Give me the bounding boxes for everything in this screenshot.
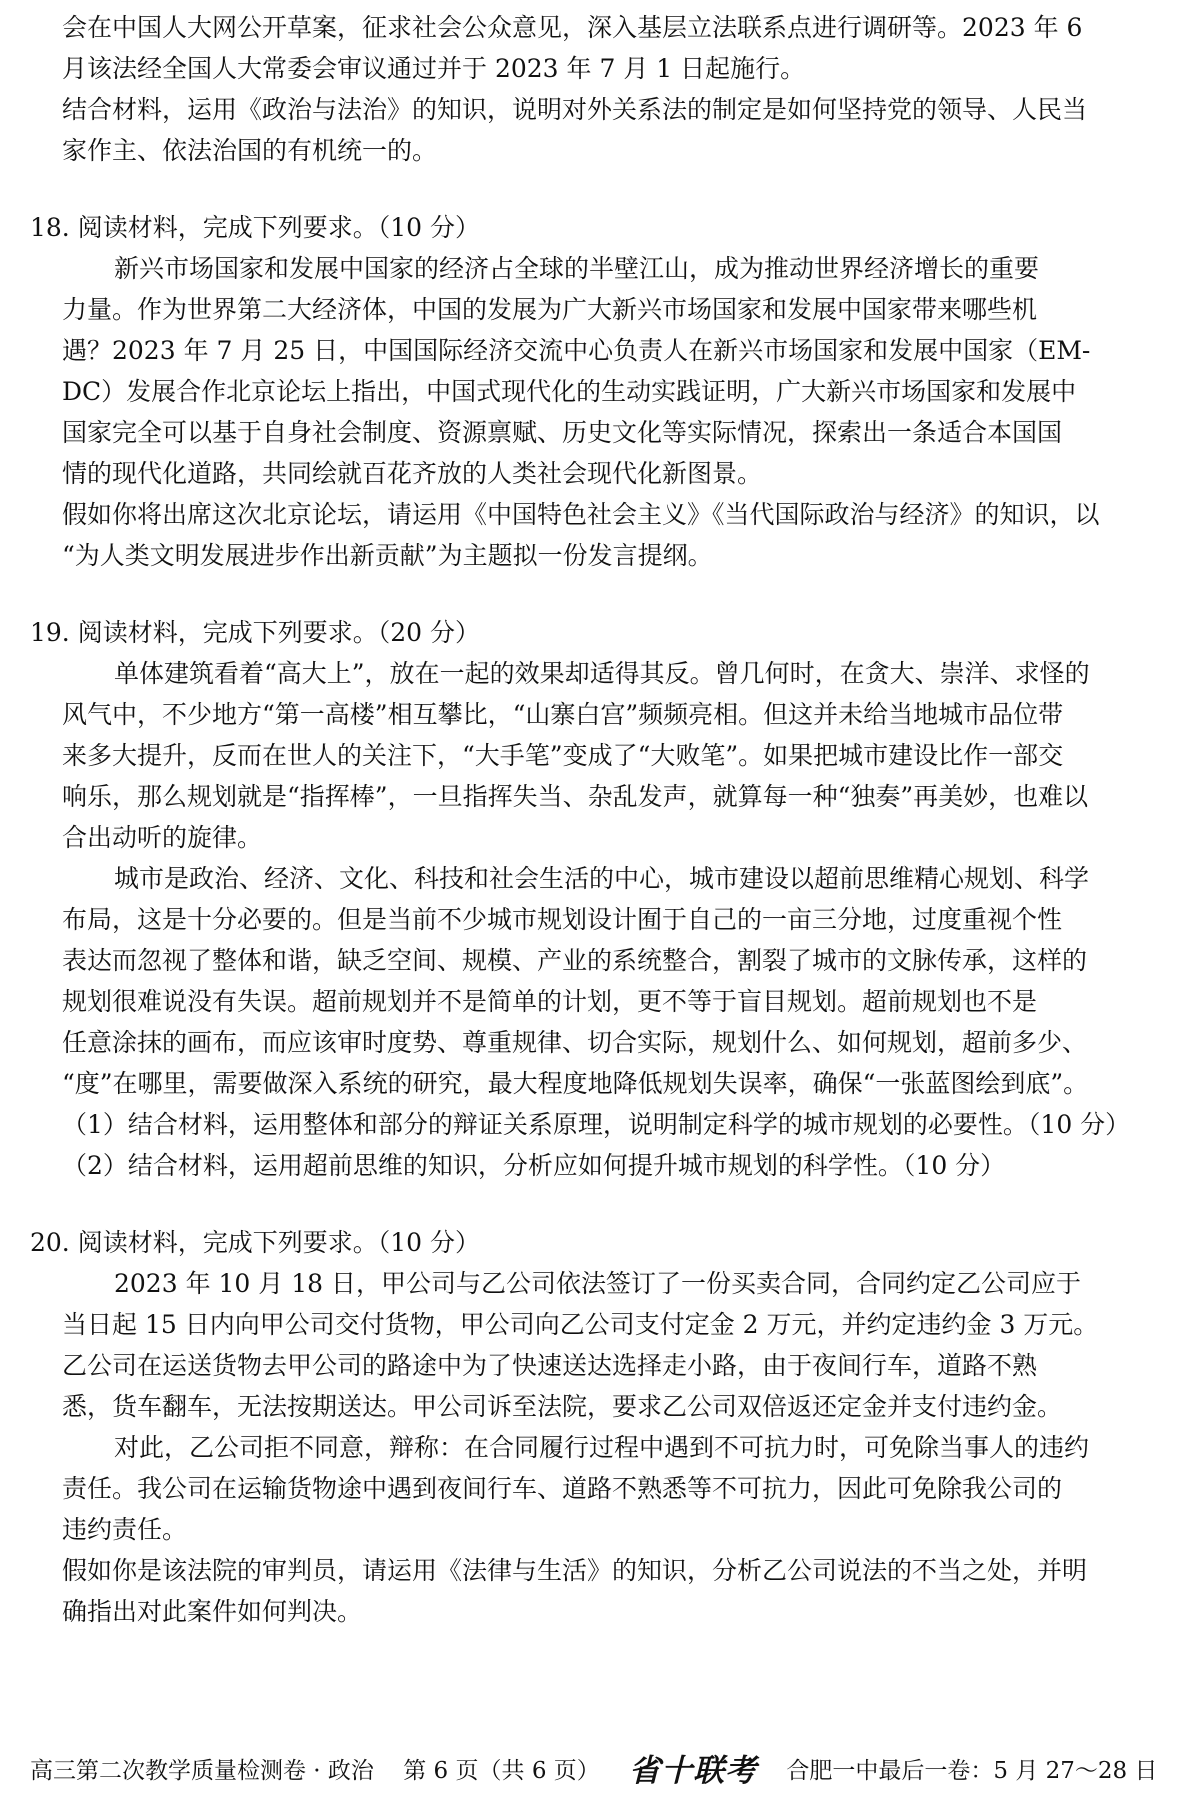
question-heading: 19. 阅读材料，完成下列要求。（20 分）	[30, 618, 480, 647]
question-prompt-line: “为人类文明发展进步作出新贡献”为主题拟一份发言提纲。	[62, 541, 713, 570]
paragraph-line: 违约责任。	[62, 1515, 188, 1544]
paragraph-line: 国家完全可以基于自身社会制度、资源禀赋、历史文化等实际情况，探索出一条适合本国国	[62, 418, 1063, 447]
paragraph-line: 新兴市场国家和发展中国家的经济占全球的半壁江山，成为推动世界经济增长的重要	[114, 254, 1040, 283]
paragraph-line: 乙公司在运送货物去甲公司的路途中为了快速送达选择走小路，由于夜间行车，道路不熟	[62, 1351, 1038, 1380]
sub-question-2: （2）结合材料，运用超前思维的知识，分析应如何提升城市规划的科学性。（10 分）	[62, 1151, 1006, 1180]
page-footer	[30, 1750, 1170, 1790]
paragraph-line: 遇？2023 年 7 月 25 日，中国国际经济交流中心负责人在新兴市场国家和发展中国家（EM-	[62, 336, 1091, 365]
sub-question-1: （1）结合材料，运用整体和部分的辩证关系原理，说明制定科学的城市规划的必要性。（10 分）	[62, 1110, 1131, 1139]
paragraph-line: 表达而忽视了整体和谐，缺乏空间、规模、产业的系统整合，割裂了城市的文脉传承，这样的	[62, 946, 1088, 975]
exam-title: 高三第二次教学质量检测卷 · 政治	[30, 1758, 374, 1784]
question-prompt-line: 家作主、依法治国的有机统一的。	[62, 136, 438, 165]
question-prompt-line: 确指出对此案件如何判决。	[62, 1597, 363, 1626]
paragraph-line: 响乐，那么规划就是“指挥棒”，一旦指挥失当、杂乱发声，就算每一种“独奏”再美妙，也难以	[62, 782, 1089, 811]
paragraph-line: 责任。我公司在运输货物途中遇到夜间行车、道路不熟悉等不可抗力，因此可免除我公司的	[62, 1474, 1063, 1503]
page-number: 第 6 页（共 6 页）	[403, 1758, 600, 1784]
paragraph-line: 城市是政治、经济、文化、科技和社会生活的中心，城市建设以超前思维精心规划、科学	[114, 864, 1090, 893]
paragraph-line: 单体建筑看着“高大上”，放在一起的效果却适得其反。曾几何时，在贪大、崇洋、求怪的	[114, 659, 1090, 688]
paragraph-line: 情的现代化道路，共同绘就百花齐放的人类社会现代化新图景。	[62, 459, 763, 488]
paragraph-line: 布局，这是十分必要的。但是当前不少城市规划设计囿于自己的一亩三分地，过度重视个性	[62, 905, 1063, 934]
paragraph-line: DC）发展合作北京论坛上指出，中国式现代化的生动实践证明，广大新兴市场国家和发展中	[62, 377, 1077, 406]
paragraph-line: 规划很难说没有失误。超前规划并不是简单的计划，更不等于盲目规划。超前规划也不是	[62, 987, 1038, 1016]
question-heading: 20. 阅读材料，完成下列要求。（10 分）	[30, 1228, 480, 1257]
paragraph-line: 力量。作为世界第二大经济体，中国的发展为广大新兴市场国家和发展中国家带来哪些机	[62, 295, 1038, 324]
paragraph-line: 风气中，不少地方“第一高楼”相互攀比，“山寨白宫”频频亮相。但这并未给当地城市品位带	[62, 700, 1064, 729]
paragraph-line: 对此，乙公司拒不同意，辩称：在合同履行过程中遇到不可抗力时，可免除当事人的违约	[114, 1433, 1090, 1462]
question-prompt-line: 假如你是该法院的审判员，请运用《法律与生活》的知识，分析乙公司说法的不当之处，并明	[62, 1556, 1088, 1585]
brand-logo: 省十联考	[629, 1753, 758, 1789]
question-heading: 18. 阅读材料，完成下列要求。（10 分）	[30, 213, 480, 242]
paragraph-line: 悉，货车翻车，无法按期送达。甲公司诉至法院，要求乙公司双倍返还定金并支付违约金。	[62, 1392, 1063, 1421]
paragraph-line: 会在中国人大网公开草案，征求社会公众意见，深入基层立法联系点进行调研等。2023 年 6	[62, 13, 1083, 42]
paragraph-line: 2023 年 10 月 18 日，甲公司与乙公司依法签订了一份买卖合同，合同约定乙公司应于	[114, 1269, 1081, 1298]
question-prompt-line: 假如你将出席这次北京论坛，请运用《中国特色社会主义》《当代国际政治与经济》的知识，以	[62, 500, 1100, 529]
paragraph-line: 月该法经全国人大常委会审议通过并于 2023 年 7 月 1 日起施行。	[62, 54, 806, 83]
paragraph-line: “度”在哪里，需要做深入系统的研究，最大程度地降低规划失误率，确保“一张蓝图绘到底”。	[62, 1069, 1089, 1098]
question-prompt-line: 结合材料，运用《政治与法治》的知识，说明对外关系法的制定是如何坚持党的领导、人民当	[62, 95, 1088, 124]
paragraph-line: 合出动听的旋律。	[62, 823, 263, 852]
paragraph-line: 任意涂抹的画布，而应该审时度势、尊重规律、切合实际，规划什么、如何规划，超前多少、	[62, 1028, 1088, 1057]
paragraph-line: 当日起 15 日内向甲公司交付货物，甲公司向乙公司支付定金 2 万元，并约定违约金 3 万元。	[62, 1310, 1099, 1339]
exam-note: 合肥一中最后一卷：5 月 27～28 日	[786, 1758, 1158, 1784]
paragraph-line: 来多大提升，反而在世人的关注下，“大手笔”变成了“大败笔”。如果把城市建设比作一部交	[62, 741, 1064, 770]
